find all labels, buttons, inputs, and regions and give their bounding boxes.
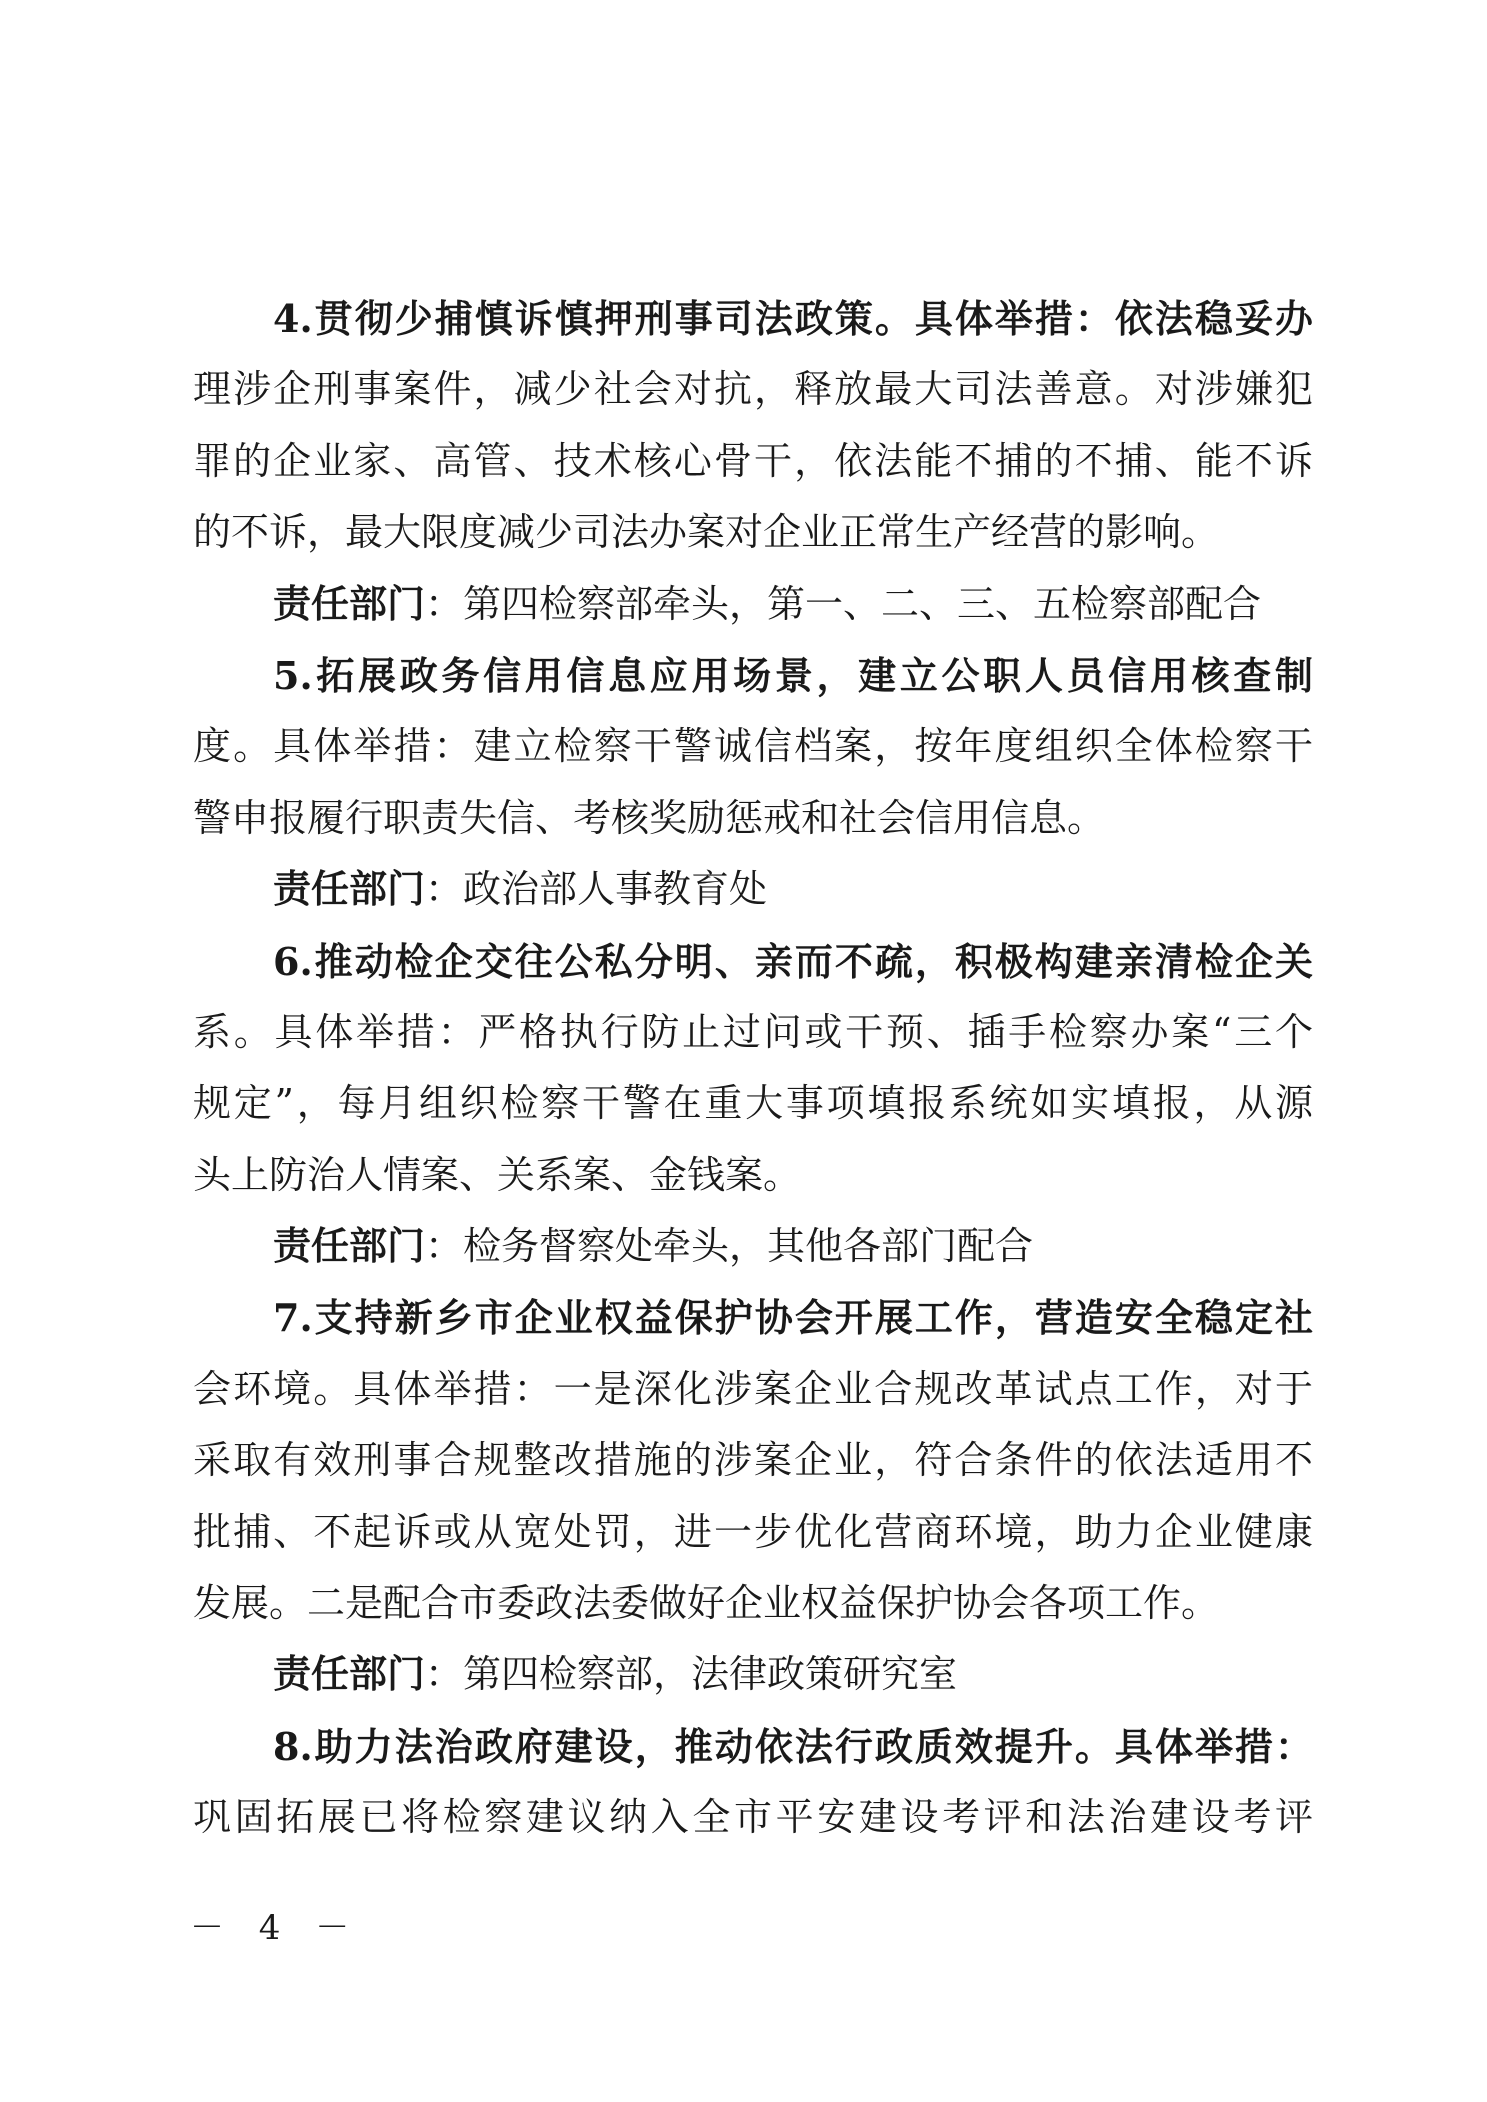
item-5-line-1: 5.拓展政务信用信息应用场景，建立公职人员信用核查制 [273,652,1313,698]
responsible-value: ：政治部人事教育处 [425,867,768,912]
responsible-label: 责任部门 [273,867,426,912]
responsible-value: ：第四检察部牵头，第一、二、三、五检察部配合 [425,581,1262,626]
item-7-line-5: 发展。二是配合市委政法委做好企业权益保护协会各项工作。 [193,1581,1220,1626]
item-8-line-1: 8.助力法治政府建设，推动依法行政质效提升。具体举措： [273,1723,1313,1769]
responsible-label: 责任部门 [273,581,426,626]
item-4-line-1: 4.贯彻少捕慎诉慎押刑事司法政策。具体举措：依法稳妥办 [273,296,1313,341]
responsible-label: 责任部门 [273,1224,426,1269]
responsible-value: ：检务督察处牵头，其他各部门配合 [425,1224,1034,1269]
document-body [193,283,1313,1854]
responsible-value: ：第四检察部，法律政策研究室 [425,1652,958,1697]
item-6-line-4: 头上防治人情案、关系案、金钱案。 [193,1152,802,1197]
item-6-line-1: 6.推动检企交往公私分明、亲而不疏，积极构建亲清检企关 [273,938,1313,984]
item-8-line-2: 巩固拓展已将检察建议纳入全市平安建设考评和法治建设考评 [193,1795,1313,1840]
item-4-responsible-department [193,569,1313,640]
item-7-line-1: 7.支持新乡市企业权益保护协会开展工作，营造安全稳定社 [273,1295,1313,1341]
page-number: － 4 － [190,1908,362,1948]
item-6-line-3: 规定”，每月组织检察干警在重大事项填报系统如实填报，从源 [193,1081,1313,1126]
item-7-responsible-department [193,1639,1313,1710]
item-7-line-2: 会环境。具体举措：一是深化涉案企业合规改革试点工作，对于 [193,1366,1313,1411]
item-6-line-2: 系。具体举措：严格执行防止过问或干预、插手检察办案“三个 [193,1009,1313,1054]
item-4-line-2: 理涉企刑事案件，减少社会对抗，释放最大司法善意。对涉嫌犯 [193,367,1313,412]
item-5-line-2: 度。具体举措：建立检察干警诚信档案，按年度组织全体检察干 [193,724,1313,769]
item-7-line-4: 批捕、不起诉或从宽处罚，进一步优化营商环境，助力企业健康 [193,1509,1313,1554]
item-6-responsible-department [193,1211,1313,1282]
item-4-line-4: 的不诉，最大限度减少司法办案对企业正常生产经营的影响。 [193,510,1220,555]
item-5-line-3: 警申报履行职责失信、考核奖励惩戒和社会信用信息。 [193,795,1106,840]
responsible-label: 责任部门 [273,1652,426,1697]
item-5-responsible-department [193,854,1313,925]
item-4-line-3: 罪的企业家、高管、技术核心骨干，依法能不捕的不捕、能不诉 [193,438,1313,483]
item-7-line-3: 采取有效刑事合规整改措施的涉案企业，符合条件的依法适用不 [193,1438,1313,1483]
